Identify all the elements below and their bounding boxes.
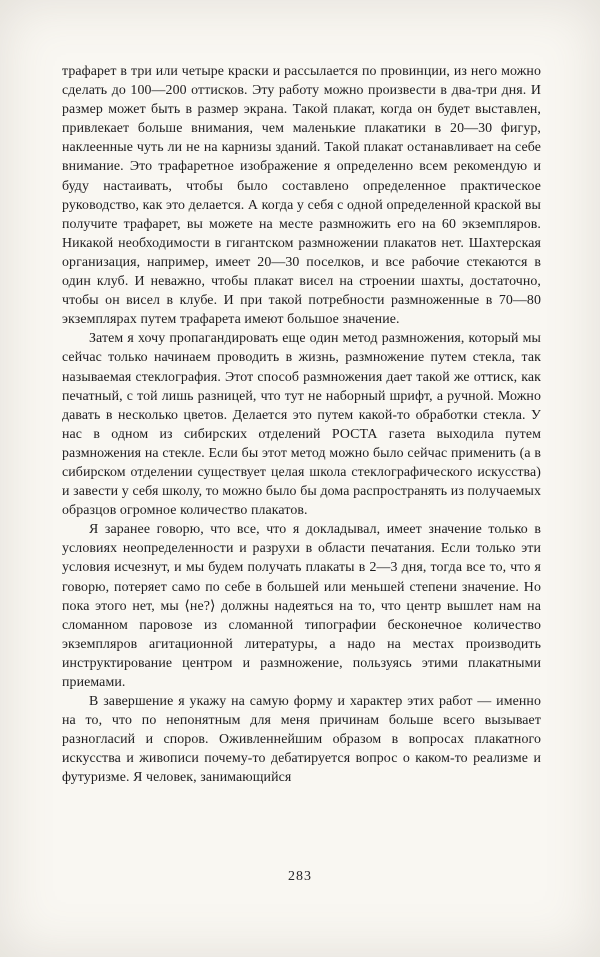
- text-paragraph: Я заранее говорю, что все, что я докладывал, имеет значение только в условиях неопределенности и разрухи в области печатания. Если только эти условия исчезнут, и мы будем получать плакаты в 2—3 дня, тогда все то, что я говорю, потеряет само по себе в большей или меньшей степени значение. Но пока этого нет, мы ⟨не?⟩ должны надеяться на то, что центр вышлет нам на сломанном паровозе из сломанной типографии бесконечное количество экземпляров агитационной литературы, а надо на местах производить инструктирование центром и размножение, пользуясь этими плакатными приемами.: [62, 522, 541, 690]
- text-paragraph: В завершение я укажу на самую форму и характер этих работ — именно на то, что по непонятным для меня причинам больше всего вызывает разногласий и споров. Оживленнейшим образом в вопросах плакатного искусства и живописи почему-то дебатируется вопрос о каком-то реализме и футуризме. Я человек, занимающийся: [62, 694, 541, 786]
- page-number: 283: [288, 869, 312, 884]
- text-paragraph: трафарет в три или четыре краски и рассылается по провинции, из него можно сделать до 100—200 оттисков. Эту работу можно произвести в два-три дня. И размер может быть в размер экрана. Такой плакат, когда он будет выставлен, привлекает больше внимания, чем маленькие плакатики в 20—30 фигур, наклеенные чуть ли не на карнизы зданий. Такой плакат останавливает на себе внимание. Это трафаретное изображение я определенно всем рекомендую и буду настаивать, чтобы было составлено определенное практическое руководство, как это делается. А когда у себя с одной определенной краской вы получите трафарет, вы можете на месте размножить его на 60 экземпляров. Никакой необходимости в гигантском размножении плакатов нет. Шахтерская организация, например, имеет 20—30 поселков, и все рабочие стекаются в один клуб. И неважно, чтобы плакат висел на строении шахты, достаточно, чтобы он висел в клубе. И при такой потребности размноженные в 70—80 экземплярах путем трафарета имеют большое значение.: [62, 64, 541, 328]
- page-text: [62, 62, 541, 788]
- text-paragraph: Затем я хочу пропагандировать еще один метод размножения, который мы сейчас только начинаем проводить в жизнь, размножение путем стекла, так называемая стеклография. Этот способ размножения дает такой же оттиск, как печатный, с той лишь разницей, что тут не наборный шрифт, а ручной. Можно давать в несколько цветов. Делается это путем какой-то обработки стекла. У нас в одном из сибирских отделений РОСТА газета выходила путем размножения на стекле. Если бы этот метод можно было сейчас применить (а в сибирском отделении существует целая школа стеклографического искусства) и завести у себя школу, то можно было бы дома распространять из получаемых образцов огромное количество плакатов.: [62, 331, 541, 519]
